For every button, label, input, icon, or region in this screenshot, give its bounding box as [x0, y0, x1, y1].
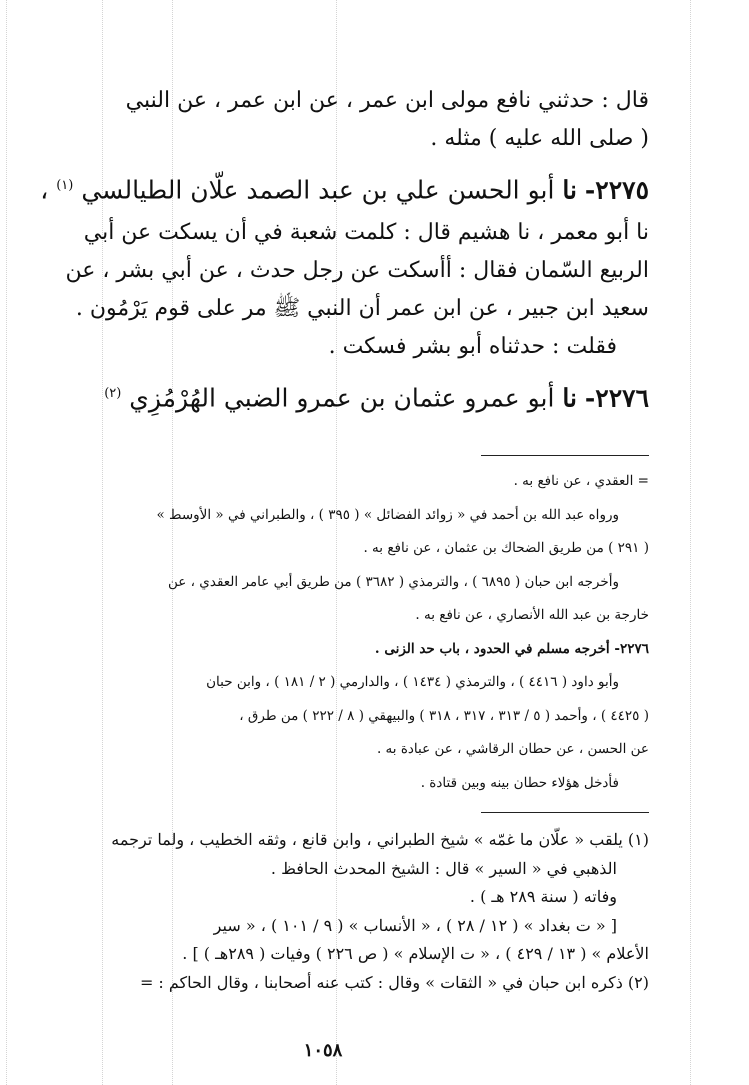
note-line: وأخرجه ابن حبان ( ٦٨٩٥ ) ، والترمذي ( ٣٦٨٢ ) من طريق أبي عامر العقدي ، عن [168, 573, 619, 590]
footnote-line: (٢) ذكره ابن حبان في « الثقات » وقال : كتب عنه أصحابنا ، وقال الحاكم : = [139, 972, 649, 992]
scan-dotted-line [6, 0, 7, 1085]
hadith-number: ٢٢٧٥- [584, 175, 649, 205]
footnote-ref: (٢) [104, 386, 122, 402]
text-line: قال : حدثني نافع مولى ابن عمر ، عن ابن عمر ، عن النبي [125, 88, 649, 113]
main-text [18, 82, 649, 423]
footnotes-separator [481, 812, 649, 813]
hadith-2276-heading [18, 374, 649, 418]
takhrij-notes [18, 465, 649, 800]
text-line: ( صلى الله عليه ) مثله . [430, 126, 649, 151]
footnote-line: [ « ت بغداد » ( ١٢ / ٢٨ ) ، « الأنساب » ( ٩ / ١٠١ ) ، « سير [213, 915, 617, 935]
scan-dotted-line [690, 0, 691, 1085]
text-line: سعيد ابن جبير ، عن ابن عمر أن النبي ﷺ مر على قوم يَرْمُون . [75, 296, 649, 322]
footnote-ref: (١) [56, 178, 74, 193]
comma: ، [40, 175, 49, 205]
page-number: ١٠٥٨ [303, 1040, 343, 1061]
narration-marker: نا [562, 175, 577, 205]
note-line: ورواه عبد الله بن أحمد في « زوائد الفضائل » ( ٣٩٥ ) ، والطبراني في « الأوسط » [156, 506, 619, 523]
note-line: عن الحسن ، عن حطان الرقاشي ، عن عبادة به . [376, 741, 649, 757]
note-line: فأدخل هؤلاء حطان بينه وبين قتادة . [420, 774, 619, 791]
hadith-number: ٢٢٧٦- [584, 383, 649, 413]
note-line: وأبو داود ( ٤٤١٦ ) ، والترمذي ( ١٤٣٤ ) ، والدارمي ( ٢ / ١٨١ ) ، وابن حبان [206, 674, 619, 690]
note-line: ٢٢٧٦- أخرجه مسلم في الحدود ، باب حد الزنى . [374, 640, 649, 657]
text-line: فقلت : حدثناه أبو بشر فسكت . [328, 334, 617, 360]
notes-separator [481, 455, 649, 456]
footnotes [18, 826, 649, 997]
text-line: الربيع السّمان فقال : أأسكت عن رجل حدث ، عن أبي بشر ، عن [65, 258, 649, 284]
hadith-2275-heading [18, 166, 649, 210]
note-line: = العقدي ، عن نافع به . [513, 473, 649, 489]
note-line: ( ٢٩١ ) من طريق الضحاك بن عثمان ، عن نافع به . [363, 540, 649, 556]
footnote-line: (١) يلقب « علّان ما غمّه » شيخ الطبراني ، وابن قانع ، وثقه الخطيب ، ولما ترجمه [111, 830, 649, 849]
footnote-line: الأعلام » ( ١٣ / ٤٢٩ ) ، « ت الإسلام » ( ص ٢٢٦ ) وفيات ( ٢٨٩هـ ) ] . [182, 944, 649, 963]
book-page [18, 0, 649, 1085]
narrator-name: أبو الحسن علي بن عبد الصمد علّان الطيالسي [81, 175, 555, 205]
footnote-line: الذهبي في « السير » قال : الشيخ المحدث الحافظ . [270, 858, 617, 878]
narrator-name: أبو عمرو عثمان بن عمرو الضبي الهُرْمُزِي [129, 383, 555, 413]
text-line: نا أبو معمر ، نا هشيم قال : كلمت شعبة في أن يسكت عن أبي [83, 220, 649, 246]
footnote-line: وفاته ( سنة ٢٨٩ هـ ) . [469, 887, 617, 906]
narration-marker: نا [562, 383, 577, 413]
note-line: ( ٤٤٢٥ ) ، وأحمد ( ٥ / ٣١٣ ، ٣١٧ ، ٣١٨ ) والبيهقي ( ٨ / ٢٢٢ ) من طرق ، [239, 707, 649, 724]
note-line: خارجة بن عبد الله الأنصاري ، عن نافع به . [415, 607, 649, 623]
